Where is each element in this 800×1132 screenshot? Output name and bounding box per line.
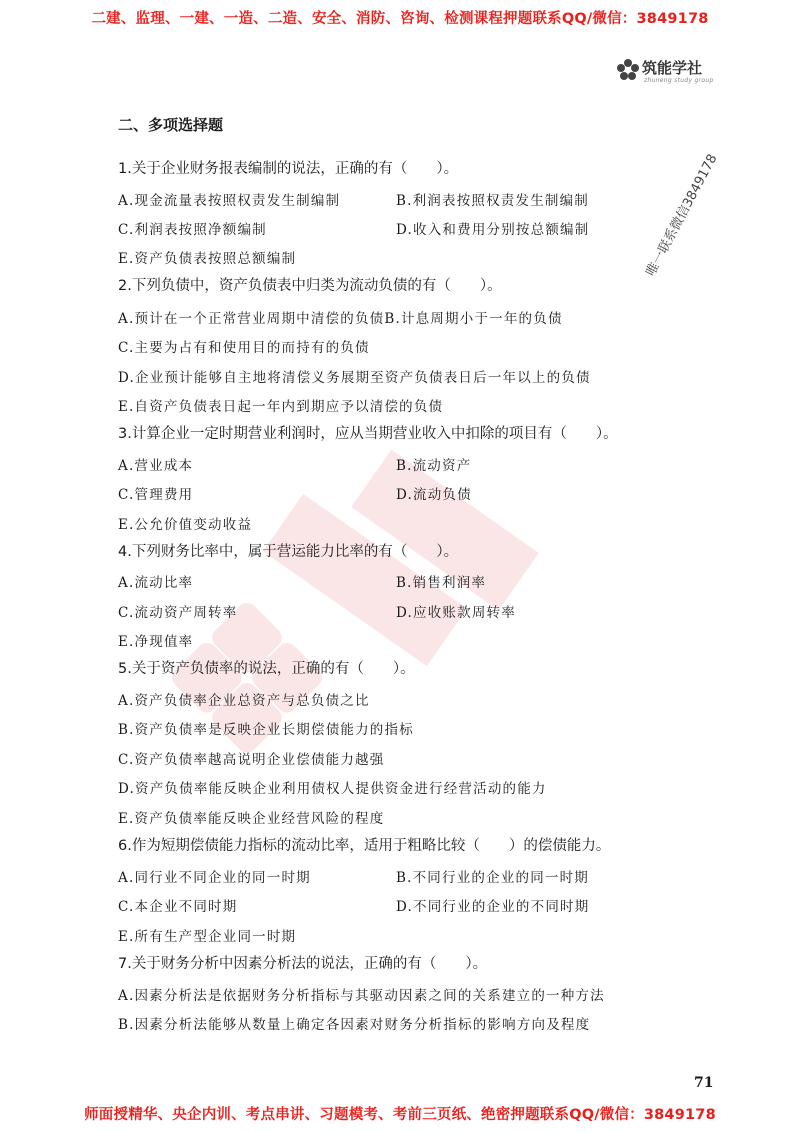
option-b: B.资产负债率是反映企业长期偿债能力的指标 <box>118 722 414 738</box>
option-a: A.营业成本 <box>118 458 194 474</box>
side-contact-note: 唯一联系微信3849178 <box>643 151 721 279</box>
question-stem: 7.关于财务分析中因素分析法的说法，正确的有（ ）。 <box>118 956 488 972</box>
question-stem: 1.关于企业财务报表编制的说法，正确的有（ ）。 <box>118 161 459 177</box>
question-stem: 3.计算企业一定时期营业利润时，应从当期营业收入中扣除的项目有（ ）。 <box>118 426 618 442</box>
bottom-banner: 师面授精华、央企内训、考点串讲、习题模考、考前三页纸、绝密押题联系QQ/微信：3849178 <box>84 1107 716 1123</box>
question-stem: 6.作为短期偿债能力指标的流动比率，适用于粗略比较（ ）的偿债能力。 <box>118 838 611 854</box>
option-ab: A.预计在一个正常营业周期中清偿的负债B.计息周期小于一年的负债 <box>118 311 563 327</box>
section-title: 二、多项选择题 <box>118 116 224 134</box>
option-c: C.流动资产周转率 <box>118 605 238 621</box>
option-a: A.现金流量表按照权责发生制编制 <box>118 193 341 209</box>
option-b: B.因素分析法能够从数量上确定各因素对财务分析指标的影响方向及程度 <box>118 1017 591 1033</box>
option-a: A.资产负债率企业总资产与总负债之比 <box>118 693 370 709</box>
page-number: 71 <box>694 1075 714 1091</box>
option-e: E.资产负债表按照总额编制 <box>118 251 297 267</box>
top-banner: 二建、监理、一建、一造、二造、安全、消防、咨询、检测课程押题联系QQ/微信：3849178 <box>91 11 709 27</box>
logo <box>616 52 736 92</box>
logo-subtitle: zhuneng study group <box>644 77 714 84</box>
option-a: A.因素分析法是依据财务分析指标与其驱动因素之间的关系建立的一种方法 <box>118 988 605 1004</box>
option-d: D.应收账款周转率 <box>396 605 516 621</box>
question-stem: 5.关于资产负债率的说法，正确的有（ ）。 <box>118 661 415 677</box>
option-e: E.公允价值变动收益 <box>118 517 253 533</box>
option-d: D.流动负债 <box>396 487 472 503</box>
option-b: B.流动资产 <box>396 458 472 474</box>
option-d: D.资产负债率能反映企业利用债权人提供资金进行经营活动的能力 <box>118 781 547 797</box>
option-c: C.利润表按照净额编制 <box>118 222 267 238</box>
option-e: E.资产负债率能反映企业经营风险的程度 <box>118 811 385 827</box>
option-e: E.净现值率 <box>118 634 194 650</box>
option-c: C.资产负债率越高说明企业偿债能力越强 <box>118 752 385 768</box>
logo-name: 筑能学社 <box>642 59 703 77</box>
option-d: D.不同行业的企业的不同时期 <box>396 899 590 915</box>
question-stem: 4.下列财务比率中，属于营运能力比率的有（ ）。 <box>118 544 459 560</box>
option-c: C.管理费用 <box>118 487 194 503</box>
flower-logo-icon <box>616 58 640 82</box>
option-b: B.不同行业的企业的同一时期 <box>396 870 590 886</box>
option-b: B.利润表按照权责发生制编制 <box>396 193 590 209</box>
option-a: A.同行业不同企业的同一时期 <box>118 870 311 886</box>
option-d: D.收入和费用分别按总额编制 <box>396 222 590 238</box>
option-c: C.本企业不同时期 <box>118 899 238 915</box>
option-a: A.流动比率 <box>118 575 194 591</box>
option-d: D.企业预计能够自主地将清偿义务展期至资产负债表日后一年以上的负债 <box>118 370 591 386</box>
question-stem: 2.下列负债中，资产负债表中归类为流动负债的有（ ）。 <box>118 278 502 294</box>
option-b: B.销售利润率 <box>396 575 487 591</box>
option-c: C.主要为占有和使用目的而持有的负债 <box>118 340 370 356</box>
option-e: E.自资产负债表日起一年内到期应予以清偿的负债 <box>118 399 444 415</box>
option-e: E.所有生产型企业同一时期 <box>118 929 297 945</box>
